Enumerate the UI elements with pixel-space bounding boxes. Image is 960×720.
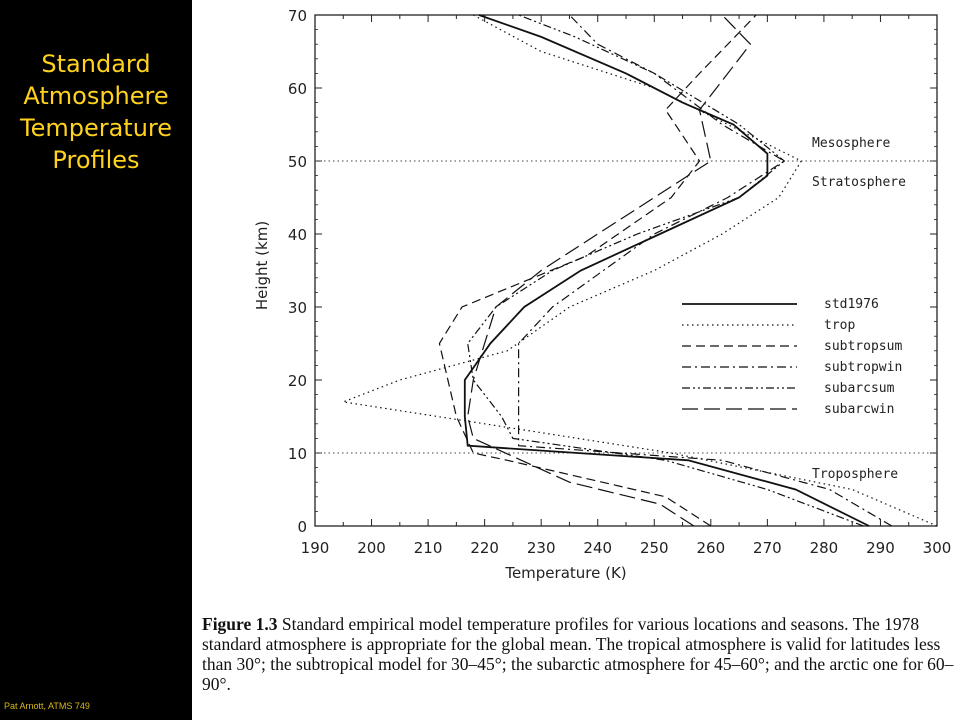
x-tick-label: 250 bbox=[639, 539, 669, 557]
x-tick-label: 260 bbox=[696, 539, 726, 557]
slide-title-line: Standard bbox=[41, 50, 151, 78]
layer-label: Mesosphere bbox=[812, 136, 891, 151]
legend-label: std1976 bbox=[824, 297, 879, 312]
x-tick-label: 200 bbox=[357, 539, 386, 557]
y-tick-label: 50 bbox=[287, 153, 307, 171]
x-tick-label: 290 bbox=[866, 539, 895, 557]
temperature-profile-chart bbox=[192, 0, 960, 612]
y-tick-label: 70 bbox=[287, 7, 307, 25]
y-tick-label: 0 bbox=[297, 518, 307, 536]
y-tick-label: 10 bbox=[287, 445, 307, 463]
slide-title-line: Temperature bbox=[19, 114, 173, 142]
y-tick-label: 60 bbox=[287, 80, 307, 98]
series-line-subtropwin bbox=[519, 15, 895, 526]
x-tick-label: 190 bbox=[300, 539, 330, 557]
x-axis-label: Temperature (K) bbox=[505, 564, 627, 582]
layer-label: Troposphere bbox=[812, 467, 899, 482]
y-tick-label: 20 bbox=[287, 372, 307, 390]
legend-label: trop bbox=[824, 318, 856, 333]
caption-text: Standard empirical model temperature profiles for various locations and seasons. The 1978 standard atmosphere is appropriate for the global mean. The tropical atmosphere is valid for latitudes less than 30°; the subtropical model for 30–45°; the subarctic atmosphere for 45–60°; and the arctic one for 60–90°. bbox=[202, 614, 954, 694]
figure-caption bbox=[202, 614, 954, 694]
figure-panel bbox=[192, 0, 960, 720]
series-line-subtropsum bbox=[439, 15, 756, 526]
series-line-trop bbox=[343, 15, 937, 526]
x-tick-label: 240 bbox=[583, 539, 613, 557]
slide-title bbox=[0, 48, 192, 176]
x-tick-label: 270 bbox=[753, 539, 782, 557]
layer-label: Stratosphere bbox=[812, 175, 906, 190]
legend-label: subtropsum bbox=[824, 339, 903, 354]
y-tick-label: 30 bbox=[287, 299, 307, 317]
legend-label: subtropwin bbox=[824, 360, 903, 375]
x-tick-label: 280 bbox=[809, 539, 839, 557]
series-line-std1976 bbox=[465, 15, 869, 526]
x-tick-label: 210 bbox=[413, 539, 443, 557]
caption-label: Figure 1.3 bbox=[202, 614, 278, 634]
y-tick-label: 40 bbox=[287, 226, 307, 244]
x-tick-label: 230 bbox=[526, 539, 556, 557]
slide-title-line: Atmosphere bbox=[23, 82, 169, 110]
footer-credit: Pat Arnott, ATMS 749 bbox=[4, 701, 90, 711]
plot-frame bbox=[315, 15, 937, 526]
x-tick-label: 220 bbox=[470, 539, 499, 557]
x-tick-label: 300 bbox=[922, 539, 952, 557]
slide-sidebar bbox=[0, 0, 192, 720]
y-axis-label: Height (km) bbox=[253, 220, 271, 311]
slide-title-line: Profiles bbox=[52, 146, 140, 174]
legend-label: subarcwin bbox=[824, 402, 895, 417]
legend-label: subarcsum bbox=[824, 381, 895, 396]
